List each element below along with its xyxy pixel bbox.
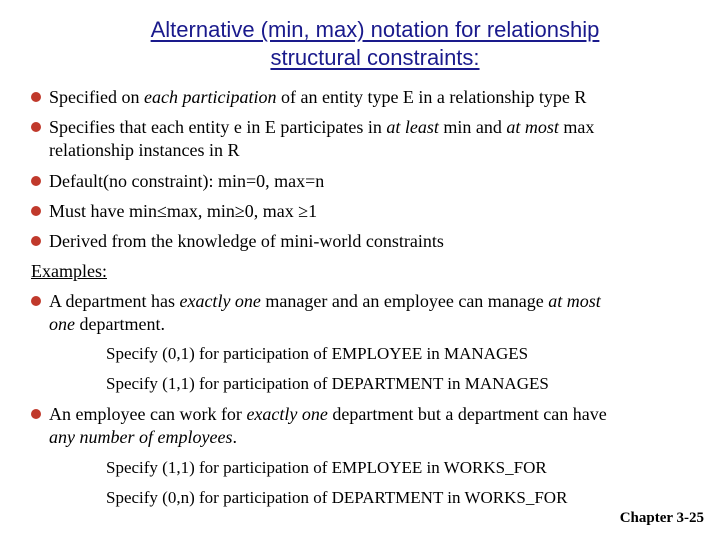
bullet-text-4-segment: Must have min≤max, min≥0, max ≥1 — [49, 201, 318, 221]
example-text-1-segment: manager and an employee can manage — [260, 291, 549, 311]
example-specification: Specify (0,1) for participation of EMPLOYEE in MANAGES — [106, 344, 529, 363]
example-text-1-segment: at most — [548, 291, 601, 311]
example-specification: Specify (1,1) for participation of DEPARTMENT in MANAGES — [106, 374, 549, 393]
bullet-text-2-segment: at least — [386, 117, 439, 137]
bullet-text-1 — [49, 86, 586, 108]
bullet-dot-icon — [31, 92, 41, 102]
title-line-1: Alternative (min, max) notation for relationship — [150, 17, 600, 42]
bullet-dot-icon — [31, 206, 41, 216]
bullet-text-3-segment: Default(no constraint): min=0, max=n — [49, 171, 325, 191]
example-text-2-segment: any number of employees — [49, 427, 233, 447]
example-text-2-segment: An employee can work for — [49, 404, 247, 424]
example-text-1-segment: department. — [75, 314, 165, 334]
bullet-dot-icon — [31, 296, 41, 306]
bullet-dot-icon — [31, 176, 41, 186]
bullet-dot-icon — [31, 122, 41, 132]
example-text-2-segment: department but a department can have — [327, 404, 607, 424]
bullet-text-2-segment: max — [558, 117, 595, 137]
bullet-text-2-segment: at most — [506, 117, 559, 137]
bullet-text-5 — [49, 230, 444, 252]
example-text-1-segment: one — [49, 314, 75, 334]
bullet-text-2 — [49, 139, 239, 161]
example-text-1 — [49, 313, 165, 335]
bullet-dot-icon — [31, 409, 41, 419]
bullet-text-2 — [49, 116, 594, 138]
bullet-text-1-segment: of an entity type E in a relationship type R — [276, 87, 587, 107]
example-specification: Specify (1,1) for participation of EMPLOYEE in WORKS_FOR — [106, 458, 547, 477]
bullet-text-2-segment: relationship instances in R — [49, 140, 240, 160]
title-line-2: structural constraints: — [270, 45, 480, 70]
example-text-2 — [49, 426, 237, 448]
bullet-text-5-segment: Derived from the knowledge of mini-world constraints — [49, 231, 444, 251]
chapter-footer: Chapter 3-25 — [619, 510, 704, 526]
example-text-2 — [49, 403, 607, 425]
example-text-2-segment: . — [232, 427, 237, 447]
example-text-2-segment: exactly one — [246, 404, 328, 424]
example-text-1 — [49, 290, 601, 312]
bullet-text-1-segment: Specified on — [49, 87, 144, 107]
slide-title — [0, 16, 720, 72]
example-text-1-segment: A department has — [49, 291, 180, 311]
example-specification: Specify (0,n) for participation of DEPARTMENT in WORKS_FOR — [106, 488, 568, 507]
bullet-dot-icon — [31, 236, 41, 246]
examples-label: Examples: — [31, 261, 107, 281]
example-text-1-segment: exactly one — [179, 291, 261, 311]
bullet-text-3 — [49, 170, 324, 192]
bullet-text-2-segment: min and — [438, 117, 507, 137]
bullet-text-4 — [49, 200, 317, 222]
bullet-text-1-segment: each participation — [143, 87, 277, 107]
bullet-text-2-segment: Specifies that each entity e in E participates in — [49, 117, 387, 137]
